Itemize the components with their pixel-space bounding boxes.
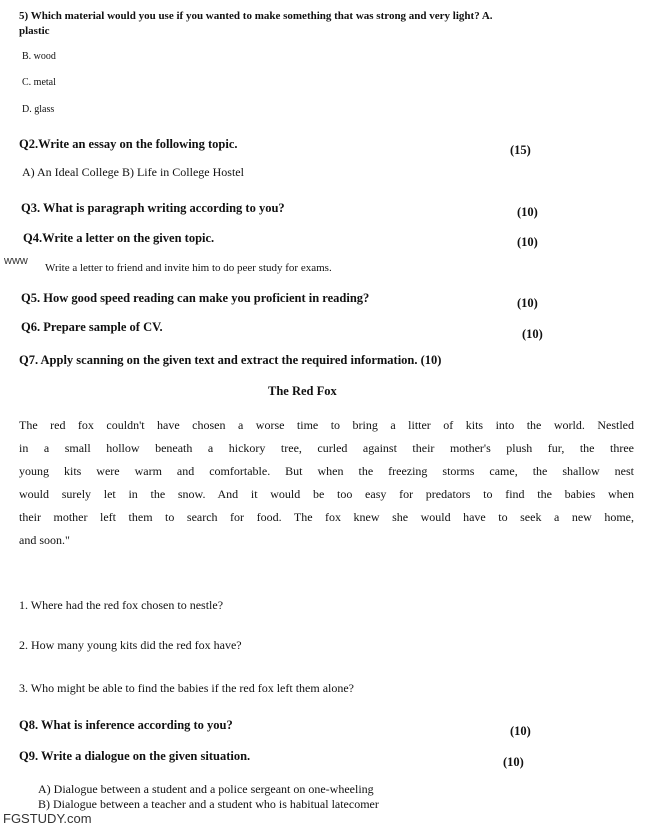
q4-prompt: Write a letter to friend and invite him to do peer study for exams. [45, 262, 332, 274]
mcq-option-c: C. metal [22, 77, 56, 88]
watermark-www: www [4, 255, 28, 267]
q7-text: Q7. Apply scanning on the given text and extract the required information. (10) [19, 353, 442, 367]
mcq-option-d: D. glass [22, 104, 55, 115]
question-2: 2. How many young kits did the red fox have? [19, 638, 242, 652]
passage-line: young kits were warm and comfortable. But when the freezing storms came, the shallow nest [19, 464, 634, 478]
mcq-question: 5) Which material would you use if you wanted to make something that was strong and very light? A. [19, 10, 493, 22]
q9-option-b: B) Dialogue between a teacher and a student who is habitual latecomer [38, 797, 379, 811]
q6-marks: (10) [522, 327, 543, 341]
q2-options: A) An Ideal College B) Life in College Hostel [22, 165, 244, 179]
passage-line: their mother left them to search for food. The fox knew she would have to seek a new home, [19, 510, 634, 524]
passage-line: and soon." [19, 533, 70, 547]
mcq-option-b: B. wood [22, 51, 56, 62]
q4-text: Q4.Write a letter on the given topic. [23, 231, 215, 245]
q8-marks: (10) [510, 724, 531, 738]
q6-text: Q6. Prepare sample of CV. [21, 320, 163, 334]
q3-marks: (10) [517, 205, 538, 219]
q4-marks: (10) [517, 235, 538, 249]
q8-text: Q8. What is inference according to you? [19, 718, 233, 732]
q9-marks: (10) [503, 755, 524, 769]
q5-text: Q5. How good speed reading can make you proficient in reading? [21, 291, 370, 305]
passage-text [19, 414, 634, 552]
mcq-option-a: plastic [19, 25, 50, 37]
q3-text: Q3. What is paragraph writing according to you? [21, 201, 285, 215]
passage-line: The red fox couldn't have chosen a worse time to bring a litter of kits into the world. Nestled [19, 418, 634, 432]
q2-marks: (15) [510, 143, 531, 157]
passage-line: would surely let in the snow. And it would be too easy for predators to find the babies when [19, 487, 634, 501]
watermark-fgstudy: FGSTUDY.com [3, 811, 92, 826]
q2-text: Q2.Write an essay on the following topic. [19, 137, 238, 151]
q9-text: Q9. Write a dialogue on the given situation. [19, 749, 251, 763]
passage-line: in a small hollow beneath a hickory tree, curled against their mother's plush fur, the three [19, 441, 634, 455]
question-3: 3. Who might be able to find the babies if the red fox left them alone? [19, 681, 355, 695]
passage-title: The Red Fox [268, 384, 337, 398]
q5-marks: (10) [517, 296, 538, 310]
question-1: 1. Where had the red fox chosen to nestle? [19, 598, 224, 612]
q9-option-a: A) Dialogue between a student and a police sergeant on one-wheeling [38, 782, 374, 796]
